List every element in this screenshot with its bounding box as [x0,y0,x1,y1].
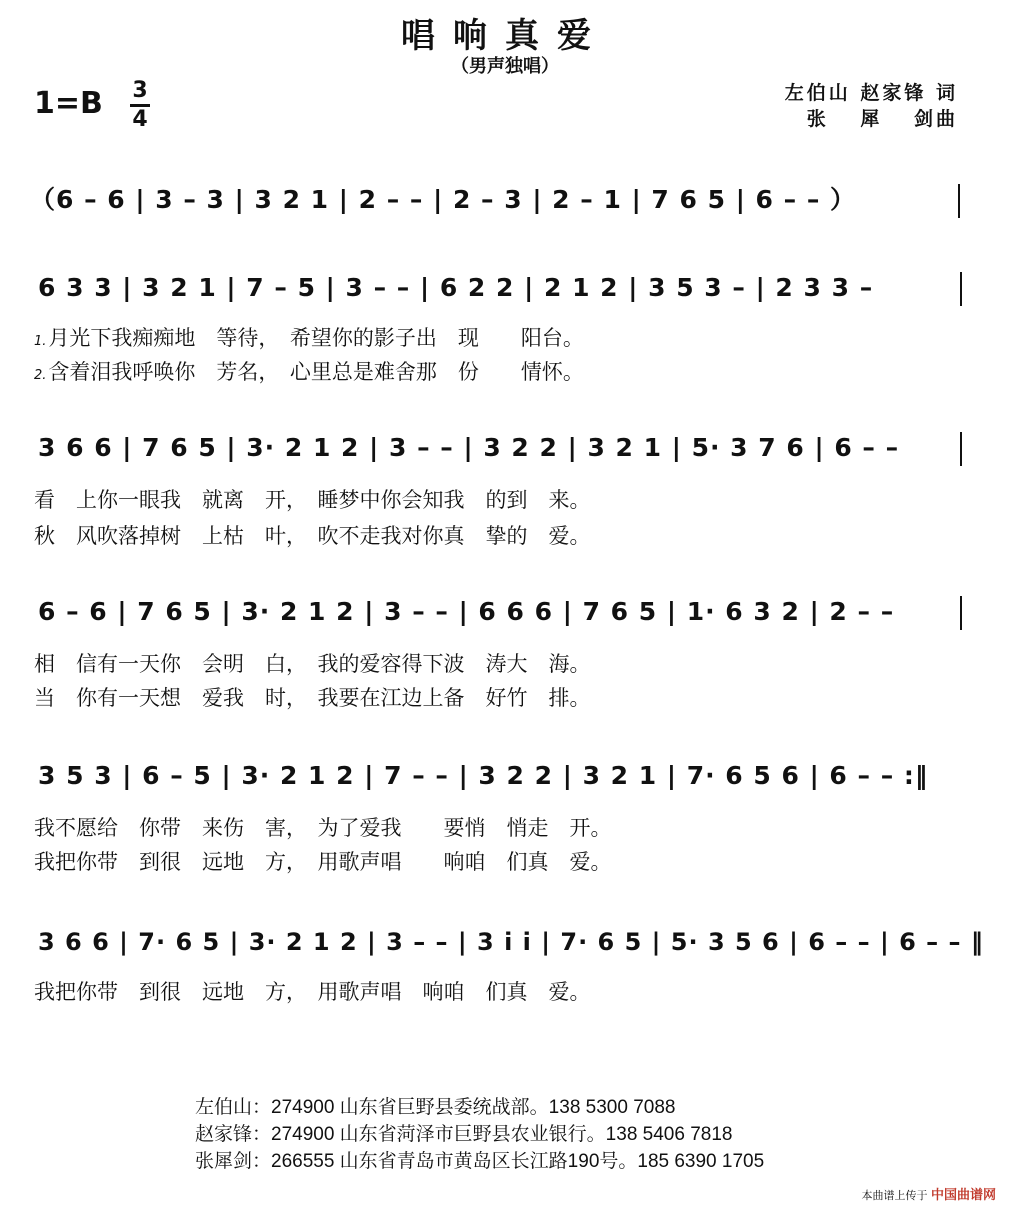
row-2-notes: 3 6 6 | 7 6 5 | 3· 2 1 2 | 3 – – | 3 2 2 | 3 2 1 | 5· 3 7 6 | 6 – – [38,433,900,462]
lyric-text: 我不愿给 你带 来伤 害， 为了爱我 要悄 悄走 开。 [34,816,612,840]
row-4-lyric-verse-1 [34,812,964,842]
staff-row-4 [30,756,970,806]
lyric-text: 含着泪我呼唤你 芳名， 心里总是难舍那 份 情怀。 [48,360,584,384]
staff-row-5 [30,922,984,972]
lyric-text: 秋 风吹落掉树 上枯 叶， 吹不走我对你真 挚的 爱。 [34,524,591,548]
verse-number: 1. [34,334,47,349]
song-subtitle: （男声独唱） [451,56,559,77]
intro-end-barline [958,184,960,218]
key-signature: 1=B [34,86,103,121]
lyric-text: 月光下我痴痴地 等待， 希望你的影子出 现 阳台。 [48,326,584,350]
staff-row-1 [30,268,970,318]
row-1-lyric-verse-2 [34,356,964,386]
staff-row-2 [30,428,970,478]
lyric-text: 相 信有一天你 会明 白， 我的爱容得下波 涛大 海。 [34,652,591,676]
row-1-notes: 6 3 3 | 3 2 1 | 7 – 5 | 3 – – | 6 2 2 | 2 1 2 | 3 5 3 – | 2 3 3 – [38,273,874,302]
song-title: 唱响真爱 [401,16,609,56]
row-3-lyric-verse-1 [34,648,964,678]
row-2-lyric-verse-1 [34,484,964,514]
time-signature-top: 3 [132,78,148,103]
site-logo: 中国曲谱网 [930,1188,996,1203]
row-5-lyric [34,976,964,1006]
contact-line-3: 张犀剑：266555 山东省青岛市黄岛区长江路190号。185 6390 1705 [195,1151,765,1172]
time-signature [128,80,152,131]
contact-line-1: 左伯山：274900 山东省巨野县委统战部。138 5300 7088 [195,1097,676,1118]
row-2-lyric-verse-2 [34,520,964,550]
composer-credit: 张 犀 剑曲 [806,108,958,130]
verse-number: 2. [34,368,47,383]
intro-notes: （6 – 6 | 3 – 3 | 3 2 1 | 2 – – | 2 – 3 | 2 – 1 | 7 6 5 | 6 – – ） [30,185,857,214]
lyric-text: 看 上你一眼我 就离 开， 睡梦中你会知我 的到 来。 [34,488,591,512]
time-signature-bottom: 4 [132,107,148,132]
lyricist-credit: 左伯山 赵家锋 词 [784,82,958,104]
intro-staff [30,180,970,230]
row-4-notes: 3 5 3 | 6 – 5 | 3· 2 1 2 | 7 – – | 3 2 2 | 3 2 1 | 7· 6 5 6 | 6 – – :‖ [38,761,929,790]
row-1-end-barline [960,272,962,306]
footer-prefix: 本曲谱上传于 [861,1189,928,1202]
row-3-end-barline [960,596,962,630]
contact-line-2: 赵家锋：274900 山东省菏泽市巨野县农业银行。138 5406 7818 [195,1124,733,1145]
row-2-end-barline [960,432,962,466]
lyric-text: 我把你带 到很 远地 方， 用歌声唱 响咱 们真 爱。 [34,980,591,1004]
footer-watermark [861,1184,996,1203]
row-3-notes: 6 – 6 | 7 6 5 | 3· 2 1 2 | 3 – – | 6 6 6 | 7 6 5 | 1· 6 3 2 | 2 – – [38,597,895,626]
lyric-text: 当 你有一天想 爱我 时， 我要在江边上备 好竹 排。 [34,686,591,710]
row-4-lyric-verse-2 [34,846,964,876]
row-3-lyric-verse-2 [34,682,964,712]
row-1-lyric-verse-1 [34,322,964,352]
lyric-text: 我把你带 到很 远地 方， 用歌声唱 响咱 们真 爱。 [34,850,612,874]
row-5-notes: 3 6 6 | 7· 6 5 | 3· 2 1 2 | 3 – – | 3 i i | 7· 6 5 | 5· 3 5 6 | 6 – – | 6 – – ‖ [38,928,984,956]
staff-row-3 [30,592,970,642]
